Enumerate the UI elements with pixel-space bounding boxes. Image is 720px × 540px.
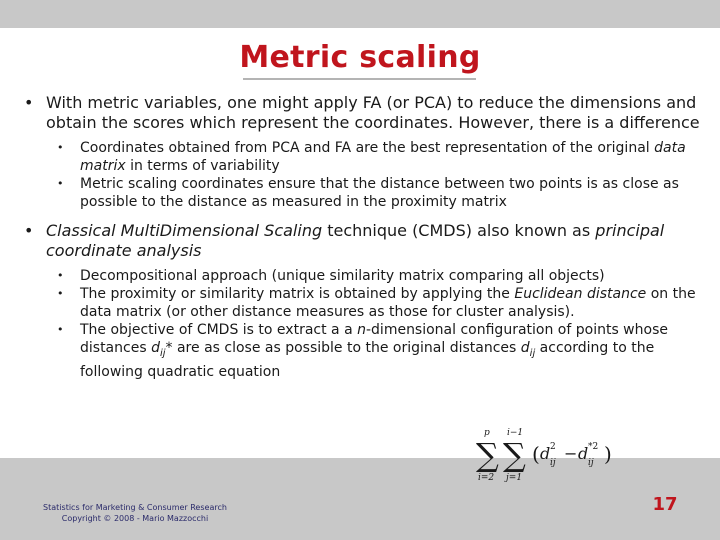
sub-bullet-1-1 xyxy=(24,139,714,175)
bullet-text-italic: Euclidean distance xyxy=(514,286,647,302)
superscript-2: 2 xyxy=(550,442,556,452)
quadratic-equation xyxy=(474,426,624,482)
bullet-text-part: according to the following quadratic equation xyxy=(80,340,655,380)
subscript-ij: ij xyxy=(159,347,166,359)
subscript-ij: ij xyxy=(529,347,536,359)
bullet-text-part: Decompositional approach (unique similarity matrix comparing all objects) xyxy=(80,268,605,284)
bullet-1 xyxy=(24,93,714,133)
bullet-text-part: technique (CMDS) also known as xyxy=(322,221,596,240)
superscript-star-2: *2 xyxy=(588,442,599,452)
bullet-text-italic: data matrix xyxy=(80,140,686,174)
inner-sum-upper: i−1 xyxy=(507,428,524,438)
bullet-text-part: * are as close as possible to the original distances xyxy=(165,340,521,356)
sub-bullet-group-1 xyxy=(24,139,714,211)
slide-title: Metric scaling xyxy=(239,40,481,75)
sub-bullet-group-2 xyxy=(24,267,714,381)
bullet-2 xyxy=(24,221,714,261)
inner-sum-icon: ∑ xyxy=(503,436,526,474)
sub-bullet-1-2 xyxy=(24,175,714,211)
outer-sum-upper: p xyxy=(484,428,490,438)
sub-bullet-dot-icon: • xyxy=(57,269,64,282)
slide-body xyxy=(24,93,714,391)
sub-bullet-dot-icon: • xyxy=(57,287,64,300)
subscript-ij: ij xyxy=(550,458,556,468)
bullet-text-part: -dimensional configuration of points whose distances xyxy=(80,322,668,356)
bullet-dot-icon: • xyxy=(24,221,34,240)
bullet-text-part: Coordinates obtained from PCA and FA are the best representation of the original xyxy=(80,140,655,156)
bullet-text-italic: n xyxy=(357,322,366,338)
d-symbol: d xyxy=(578,444,589,463)
bullet-text: With metric variables, one might apply FA (or PCA) to reduce the dimensions and obtain the scores which represent the coordinates. However, there is a difference xyxy=(46,93,700,132)
sub-bullet-dot-icon: • xyxy=(57,177,64,190)
subscript-ij: ij xyxy=(588,458,594,468)
bullet-text-part: Metric scaling coordinates ensure that the distance between two points is as close as possible to the distance as measured in the proximity matrix xyxy=(80,176,679,210)
top-band xyxy=(0,0,720,28)
close-paren: ) xyxy=(604,442,612,466)
bullet-text-italic: d xyxy=(520,340,530,356)
sub-bullet-2-3 xyxy=(24,321,714,381)
page-number: 17 xyxy=(652,494,678,515)
d-symbol: d xyxy=(540,444,551,463)
sub-bullet-2-2 xyxy=(24,285,714,321)
footer-line-2: Copyright © 2008 - Mario Mazzocchi xyxy=(61,514,209,523)
sub-bullet-2-1 xyxy=(24,267,714,285)
sub-bullet-dot-icon: • xyxy=(57,141,64,154)
title-underline xyxy=(243,78,476,80)
footer-line-1: Statistics for Marketing & Consumer Research xyxy=(43,503,227,512)
outer-sum-icon: ∑ xyxy=(476,436,499,474)
bullet-text-italic: d xyxy=(151,340,160,356)
bullet-text-part: in terms of variability xyxy=(125,158,280,174)
bullet-text-italic: principal coordinate analysis xyxy=(46,221,665,260)
minus-sign: − xyxy=(564,444,578,463)
outer-sum-lower: i=2 xyxy=(478,473,495,482)
sub-bullet-dot-icon: • xyxy=(57,323,64,336)
inner-sum-lower: j=1 xyxy=(506,473,523,482)
bullet-text-part: The proximity or similarity matrix is obtained by applying the xyxy=(80,286,515,302)
bullet-text-part: on the data matrix (or other distance measures as those for cluster analysis). xyxy=(80,286,696,320)
bullet-dot-icon: • xyxy=(24,93,34,112)
bullet-text-part: The objective of CMDS is to extract a a xyxy=(80,322,358,338)
footer xyxy=(30,502,240,524)
open-paren: ( xyxy=(532,442,540,466)
bullet-text-italic: Classical MultiDimensional Scaling xyxy=(46,221,323,240)
